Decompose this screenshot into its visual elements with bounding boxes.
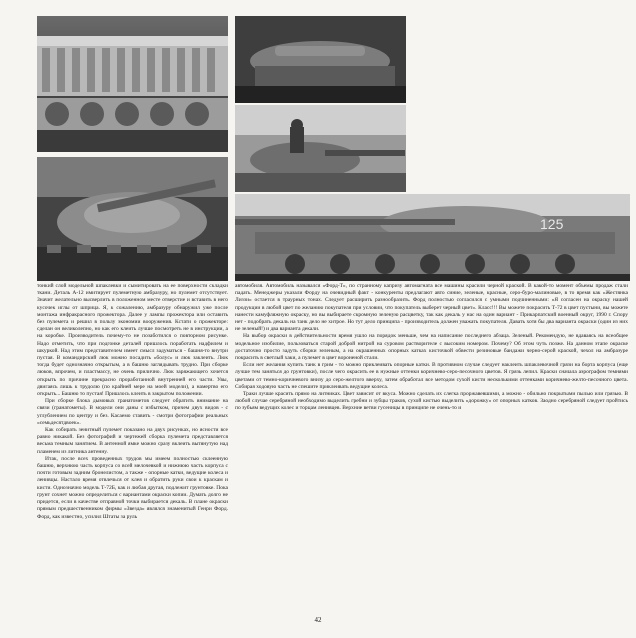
svg-text:125: 125 [540, 216, 564, 232]
right-paragraph: Если нет желания купить танк в грим - то можно приклеивать опорные катки. В противном случае следует наклеить шпаклевочной грязи на борта корпуса (еще лучше тем заняться до грунтовки), после чего окрасить ее в нужные оттенки коричнево-серо-песочного цветов. Я грязь лепил. Краски сначала аэрографом темнями цветами от темно-коричневого внизу до серо-желтого вверху, затем обработал все методом сухой кисти несколькими оттенками коричнево-желто-песочного цвета. Собирая ходовую часть не спешите приклеивать ведущие колеса. [235, 362, 628, 390]
left-paragraph: тонкий слой модельной шпаклевки и сымитировать на ее поверхности складки ткани. Деталь А-12 имитирует пулеметную амбразуру, но пулемет отсутствует. Значит желательно высверлить в положенном месте отверстие и вставить в него кусочек иглы от шприца. Я, к сожалению, амбразуру обнаружил уже после монтажа инфракрасного прожектора. Далее у лампы прожектора или оставить без пулемета и решил в пользу экономии вооружения. Кстати о прожекторе: сделан он великолепно, но как его клеить лучше посмотреть не в инструкции, а на коробке. Производитель почему-то не позаботился о повторном рисунке. Надо отметить, что при подгонке деталей пришлось поработать надфилем и шкуркой. Над этим представителем имеет смысл задуматься - башня-то внутри пустая. В командирский люк можно посадить «болус» и люк заклеить. Люк тогда будет однозначно открытым, а в башню заглядывать трудно. При сборке люков, впрочем, и пластмассу, не очень прилично. Люк заряжающего хочется открыть по причине прекрасно проработанной внутренней его части. Увы, двигаясь лишь к трудолю (по крайней мере на моей модели), а намертво его открыть... Башню то пустая! Пришлось клеить в закрытом положении. [37, 283, 228, 398]
photo-tank-turret-crew [235, 105, 406, 192]
photo-tank-hull-side [37, 16, 228, 152]
right-text-column [235, 283, 628, 613]
photo-tank-rear-view [235, 16, 406, 103]
left-paragraph: Как собирать зенитный пулемет показано на двух рисунках, но ясности все равно никакой. Без фотографий и чертежей сборка пулемета представляется весьма темным занятием. В антенной ямке можно сразу вклеить вытянутую над пламенем из литника антенну. [37, 427, 228, 455]
right-paragraph: Траки лучше красить прямо на литниках. Цвет зависит от вкуса. Можно сделать их слегка проржавевшими, а можно - обильно покрытыми пылью или грязью. В любой случае серебряной необходимо выделить гребни и зубцы траков, сухой кистью выделить «дорожку» от опорных катков. Заодно серебряной следует пройтись по зубьям ведущих колес и торцам ленивцев. Верхние ветви гусеницы в принципе не очень-то и [235, 391, 628, 412]
left-paragraph: Итак, после всех проведенных трудов мы имеем полностью склеенную башню, верхнюю часть корпуса со всей мелочевкой и нижнюю часть корпуса с почти готовым задним бронелистом, а также - опорные катки, ведущие колеса и ленивцы. Настало время отвлечься от клея и обратить руки свои к краскам и кисти. Однозначно модель Т-72Б, как и любая другая, подлежит грунтовке. Пока грунт сохнет можно определиться с вариантами окраски копии. Думать долго не придется, если в качестве отправной точки выбирается декаль. В плане окраски прямым предшественником фирмы «Звезда» являлся знаменитый Генри Форд. Форд, как известно, усилил Штаты за руль [37, 455, 228, 520]
photo-tank-turret-closeup [37, 157, 228, 281]
right-paragraph: автомобиля. Автомобиль назывался «Форд-Т», по странному капризу автомагната все машины красили черной краской. В какой-то момент объемы продаж стали падать. Менеджеры указали Форду на очевидный факт - конкуренты предлагают авто синие, зеленые, красные, серо-буро-малиновые, в то время как «Жестянка Лиззи» остается в траурных тонах. Следует расширить разнообразить. Форд полностью согласился с умными подчиненными: «Я согласен на окраску нашей продукции в любой цвет по желанию покупателя при условии, что покупатель выберет черный цвет». Класс!!! Вы можете покрасить Т-72 в цвет пустыни, вы можете нанести камуфляжную окраску, но вы выбираете скромную зеленую расцветку, так как декаль у нас на один вариант - Прикарпатский военный округ, 1990 г. Спору нет - подобрать декаль на танк дело не хитрое. Но тут дело принципа - производитель должен уважать покупателя. Давать хотя бы два варианта окраски (один из них не зеленый!) и два варианта декали. [235, 283, 628, 333]
left-text-column [37, 283, 228, 613]
page-number: 42 [314, 616, 322, 624]
left-paragraph: При сборке блока дымовых гранатометов следует обратить внимание на связи (гранатометы). В модели они даны с избытком, причем двух видов - с углублением по центру и без. Касаемо ставить - смотри фотографии реальных «семьдесятдвоек». [37, 398, 228, 426]
photo-tank-side-number [235, 194, 630, 281]
right-paragraph: На выбор окраски в действительности время ушло на порядок меньше, чем на написание последнего абзаца. Зеленый. Рекомендую, не вдаваясь на всеобщее модельное изобилие, пользоваться старой доброй нитрой на суровом растворителе с высоким номером. Почему? Об этом чуть позже. На данном этапе окраске достаточно просто задуть сборки зеленым, а на окрашенных опорных катках кисточкой обвести резиновые бандажи черно-серой краской, чехол на амбразуре покрасить в светлый хаки, а пулемет в цвет вороненой стали. [235, 333, 628, 362]
